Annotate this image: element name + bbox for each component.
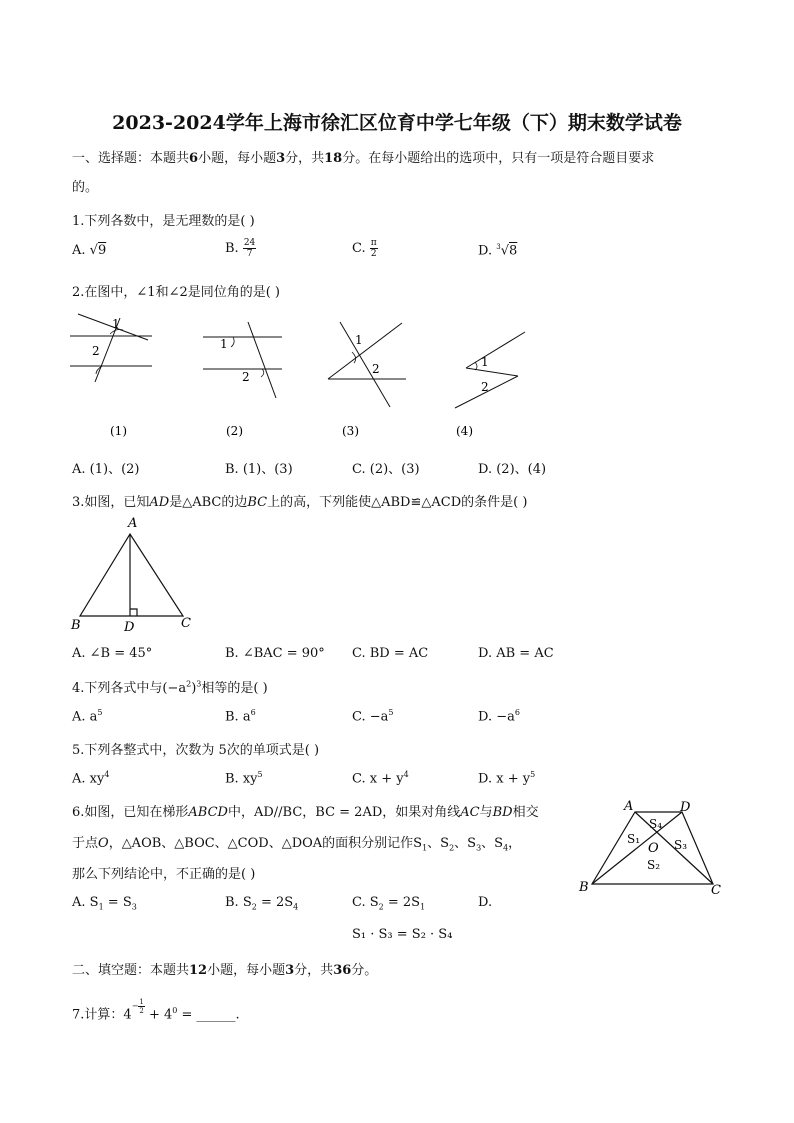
- q2-option-a: A. (1)、(2): [72, 462, 140, 477]
- q6-area-s3: S₃: [674, 838, 688, 852]
- q3-stem: 3.如图，已知AD是△ABC的边BC上的高，下列能使△ABD≌△ACD的条件是( ): [72, 495, 528, 510]
- q4-option-b: B. $a^6$: [225, 708, 256, 725]
- fig4-angle-1: 1: [481, 355, 489, 369]
- q1-option-c: C. $\frac{\pi}{2}$: [352, 238, 377, 259]
- q3-triangle-figure: [60, 512, 260, 635]
- q6-trapezoid-figure: [570, 795, 740, 905]
- q2-option-b: B. (1)、(3): [225, 462, 293, 477]
- q3-option-d: D. AB = AC: [478, 646, 554, 661]
- q5-option-a: A. $xy^4$: [72, 770, 110, 787]
- q3-point-b: B: [71, 618, 81, 633]
- q6-area-s4: S₄: [649, 817, 663, 831]
- q1-option-b: B. $\frac{24}{7}$: [225, 238, 256, 259]
- q5-stem: 5.下列各整式中，次数为 5次的单项式是( ): [72, 743, 320, 758]
- page-title: 2023-2024学年上海市徐汇区位育中学七年级（下）期末数学试卷: [112, 112, 682, 134]
- q2-option-d: D. (2)、(4): [478, 462, 547, 477]
- fig-label-2: (2): [226, 424, 243, 438]
- q5-option-d: D. $x + y^5$: [478, 770, 536, 787]
- fig2-angle-2: 2: [242, 370, 250, 384]
- fig4-angle-2: 2: [481, 380, 489, 394]
- fig-label-4: (4): [456, 424, 473, 438]
- q3-point-a: A: [128, 516, 138, 531]
- q3-point-c: C: [181, 616, 191, 631]
- q2-option-c: C. (2)、(3): [352, 462, 420, 477]
- fig1-angle-2: 2: [92, 344, 100, 358]
- q1-option-d: D. $^3$√8: [478, 243, 518, 259]
- q6-stem-line2: 于点O，△AOB、△BOC、△COD、△DOA的面积分别记作$S_1$、$S_2$、$S_3$、$S_4$，: [72, 836, 522, 853]
- q6-point-o: O: [648, 841, 659, 856]
- section1-heading-cont: 的。: [72, 180, 99, 195]
- q1-stem: 1.下列各数中，是无理数的是( ): [72, 214, 255, 229]
- q5-option-c: C. $x + y^4$: [352, 770, 409, 787]
- q6-stem-line1: 6.如图，已知在梯形ABCD中，AD//BC，BC = 2AD，如果对角线AC与BD相交: [72, 805, 539, 820]
- q6-area-s1: S₁: [627, 832, 641, 846]
- q4-option-c: C. $-a^5$: [352, 708, 394, 725]
- q4-option-a: A. $a^5$: [72, 708, 103, 725]
- q6-stem-line3: 那么下列结论中，不正确的是( ): [72, 867, 256, 882]
- q6-option-d-expr: S₁ · S₃ = S₂ · S₄: [352, 927, 453, 942]
- q7-stem: 7.计算：4− $\frac{1}{2}$ + $4^0$ = ______.: [72, 998, 240, 1023]
- q6-point-c: C: [711, 883, 721, 898]
- q1-option-a: A. √9: [72, 243, 107, 258]
- section1-heading: 一、选择题：本题共6小题，每小题3分，共18分。在每小题给出的选项中，只有一项是符合题目要求: [72, 151, 655, 166]
- q3-option-c: C. BD = AC: [352, 646, 429, 661]
- fig-label-1: (1): [110, 424, 127, 438]
- q4-option-d: D. $-a^6$: [478, 708, 520, 725]
- q6-option-a: A. $S_1 = S_3$: [72, 895, 137, 912]
- section2-heading: 二、填空题：本题共12小题，每小题3分，共36分。: [72, 963, 378, 978]
- q6-option-b: B. $S_2 = 2S_4$: [225, 895, 299, 912]
- q3-point-d: D: [124, 620, 135, 635]
- q6-option-c: C. $S_2 = 2S_1$: [352, 895, 426, 912]
- fig2-angle-1: 1: [220, 337, 228, 351]
- q5-option-b: B. $xy^5$: [225, 770, 263, 787]
- q6-area-s2: S₂: [647, 858, 661, 872]
- q6-point-a: A: [624, 799, 634, 814]
- q6-option-d: D.: [478, 895, 493, 910]
- q4-stem: 4.下列各式中与$(-a^2)^3$相等的是( ): [72, 679, 268, 696]
- fig3-angle-1: 1: [355, 333, 363, 347]
- q6-point-b: B: [579, 880, 589, 895]
- fig-label-3: (3): [342, 424, 359, 438]
- q3-option-a: A. ∠B = 45°: [72, 646, 153, 661]
- q3-option-b: B. ∠BAC = 90°: [225, 646, 325, 661]
- q2-figures: [0, 310, 794, 460]
- q2-stem: 2.在图中，∠1和∠2是同位角的是( ): [72, 285, 281, 300]
- q6-point-d: D: [680, 800, 691, 815]
- fig1-angle-1: 1: [112, 317, 120, 331]
- fig3-angle-2: 2: [372, 362, 380, 376]
